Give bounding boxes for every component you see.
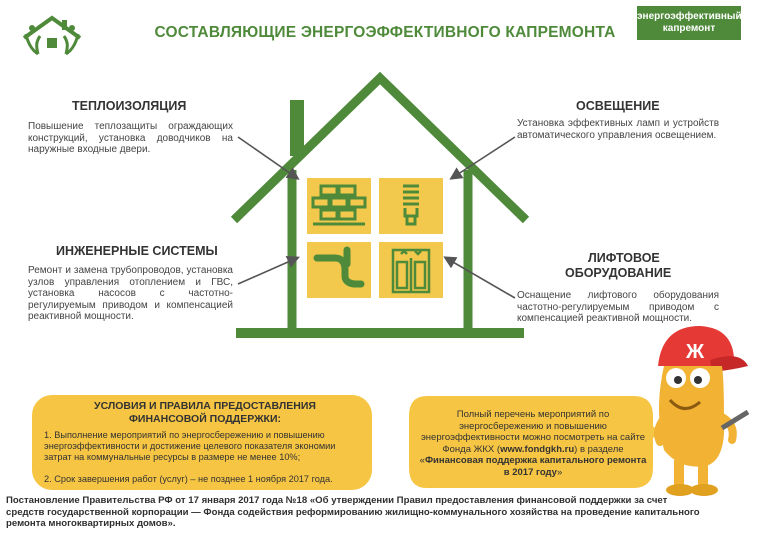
pipe-icon <box>307 242 371 298</box>
footer-decree: Постановление Правительства РФ от 17 января 2017 года №18 «Об утверждении Правил предоставления финансовой поддержки за счет средств государственной корпорации — Фонда содействия реформированию жилищно-коммунального хозяйства на проведение капитального ремонта многоквартирных домов». <box>6 495 700 529</box>
bubble-text-1: Полный перечень мероприятий по энергосбережению и повышению энергоэффективности можно посмотреть на сайте Фонда ЖКХ ( <box>420 409 646 455</box>
cap-letter: Ж <box>686 341 705 363</box>
bubble-section: Финансовая поддержка капитального ремонта в 2017 году <box>424 455 647 478</box>
bubble-text-3: » <box>556 466 563 478</box>
lighting-title: ОСВЕЩЕНИЕ <box>576 99 660 113</box>
bubble-text <box>418 409 648 478</box>
elevator-icon <box>379 242 443 298</box>
conditions-title: УСЛОВИЯ И ПРАВИЛА ПРЕДОСТАВЛЕНИЯ ФИНАНСОВОЙ ПОДДЕРЖКИ: <box>94 400 316 425</box>
insulation-title: ТЕПЛОИЗОЛЯЦИЯ <box>72 99 187 113</box>
elevator-title-1: ЛИФТОВОЕ <box>588 251 660 265</box>
bubble-text-2: ) в разделе « <box>419 443 624 466</box>
bricks-icon <box>307 178 371 234</box>
mascot-character <box>640 320 750 498</box>
insulation-text: Повышение теплозащиты ограждающих конструкций, установка доводчиков на наружные входные двери. <box>28 121 233 155</box>
badge-label: энергоэффективный капремонт <box>637 6 741 40</box>
lighting-text: Установка эффективных ламп и устройств автоматического управления освещением. <box>517 118 719 141</box>
conditions-item-2: 2. Срок завершения работ (услуг) – не позднее 1 ноября 2017 года. <box>44 474 333 484</box>
engineering-title: ИНЖЕНЕРНЫЕ СИСТЕМЫ <box>56 244 218 258</box>
elevator-text: Оснащение лифтового оборудования частотно-регулируемым приводом с компенсацией реактивной мощности. <box>517 290 719 324</box>
engineering-text: Ремонт и замена трубопроводов, установка узлов управления отоплением и ГВС, установка насосов с частотно-регулируемым приводом и компенсацией реактивной мощности. <box>28 265 233 322</box>
fondgkh-link[interactable]: www.fondgkh.ru <box>500 443 575 455</box>
page-title: СОСТАВЛЯЮЩИЕ ЭНЕРГОЭФФЕКТИВНОГО КАПРЕМОНТА <box>154 24 616 41</box>
bulb-icon <box>379 178 443 234</box>
conditions-item-1: 1. Выполнение мероприятий по энергосбережению и повышению энергоэффективности и достижение целевого показателя экономии затрат на коммунальные ресурсы в размере не менее 10%; <box>44 430 336 462</box>
elevator-title-2: ОБОРУДОВАНИЕ <box>565 266 672 280</box>
